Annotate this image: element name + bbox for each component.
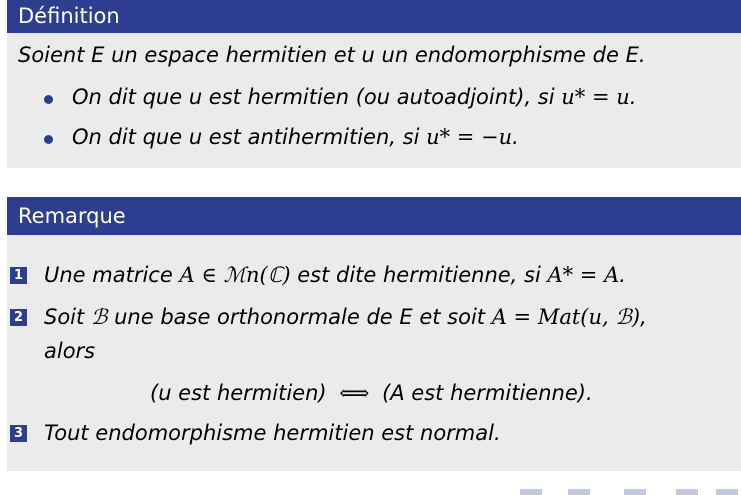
nav-symbol[interactable] — [568, 489, 590, 495]
remark-item-1 — [44, 265, 626, 286]
remark-block — [7, 197, 741, 471]
definition-item-2-formula: u* = −u — [426, 125, 513, 149]
remark-item-1-formula: A ∈ ℳn(ℂ) — [179, 263, 291, 287]
display-left: (u est hermitien) — [150, 381, 327, 405]
definition-intro — [18, 45, 646, 66]
item-number-1: 1 — [10, 267, 27, 284]
item-number-3: 3 — [10, 425, 27, 442]
remark-item-3 — [44, 423, 501, 444]
remark-item-2-formula2: A = Mat(u, ℬ) — [491, 305, 641, 329]
remark-title-text: Remarque — [18, 203, 126, 228]
remark-item-2-text: Soit — [44, 305, 91, 329]
nav-symbol[interactable] — [676, 489, 698, 495]
equivalence-arrow-icon: ⟺ — [339, 381, 370, 405]
remark-item-2-continuation — [44, 341, 95, 362]
remark-title — [7, 197, 741, 235]
definition-intro-text: Soient E un espace hermitien et u un endomorphisme de E. — [18, 43, 646, 67]
remark-body — [7, 235, 741, 471]
definition-item-2-text: On dit que u est antihermitien, si — [72, 125, 427, 149]
definition-title-text: Définition — [18, 4, 120, 28]
display-equivalence — [150, 383, 593, 404]
remark-item-2-end: , — [640, 305, 647, 329]
display-right: (A est hermitienne) — [382, 381, 586, 405]
remark-item-2-continuation-text: alors — [44, 339, 96, 363]
nav-symbol[interactable] — [624, 489, 646, 495]
bullet-icon — [44, 135, 53, 144]
remark-item-1-text: Une matrice — [44, 263, 180, 287]
definition-item-2-end: . — [512, 125, 519, 149]
remark-item-3-text: Tout endomorphisme hermitien est normal. — [44, 421, 501, 445]
display-end: . — [585, 381, 593, 405]
nav-symbol[interactable] — [716, 489, 738, 495]
definition-title — [7, 0, 741, 33]
remark-item-2-text2: une base orthonormale de E et soit — [107, 305, 492, 329]
definition-item-1 — [72, 87, 636, 108]
remark-item-2-formula: ℬ — [90, 305, 108, 329]
remark-item-2 — [44, 307, 647, 328]
definition-item-1-formula: u* = u — [561, 85, 630, 109]
remark-item-1-end: . — [619, 263, 626, 287]
item-number-2: 2 — [10, 309, 27, 326]
remark-item-1-formula2: A* = A — [547, 263, 620, 287]
definition-body — [7, 33, 741, 168]
definition-item-1-end: . — [629, 85, 637, 109]
remark-item-1-text2: est dite hermitienne, si — [290, 263, 548, 287]
definition-item-1-text: On dit que u est hermitien (ou autoadjoint), si — [72, 85, 562, 109]
definition-item-2 — [72, 127, 519, 148]
nav-symbol[interactable] — [520, 489, 542, 495]
bullet-icon — [44, 95, 53, 104]
definition-block — [7, 0, 741, 168]
